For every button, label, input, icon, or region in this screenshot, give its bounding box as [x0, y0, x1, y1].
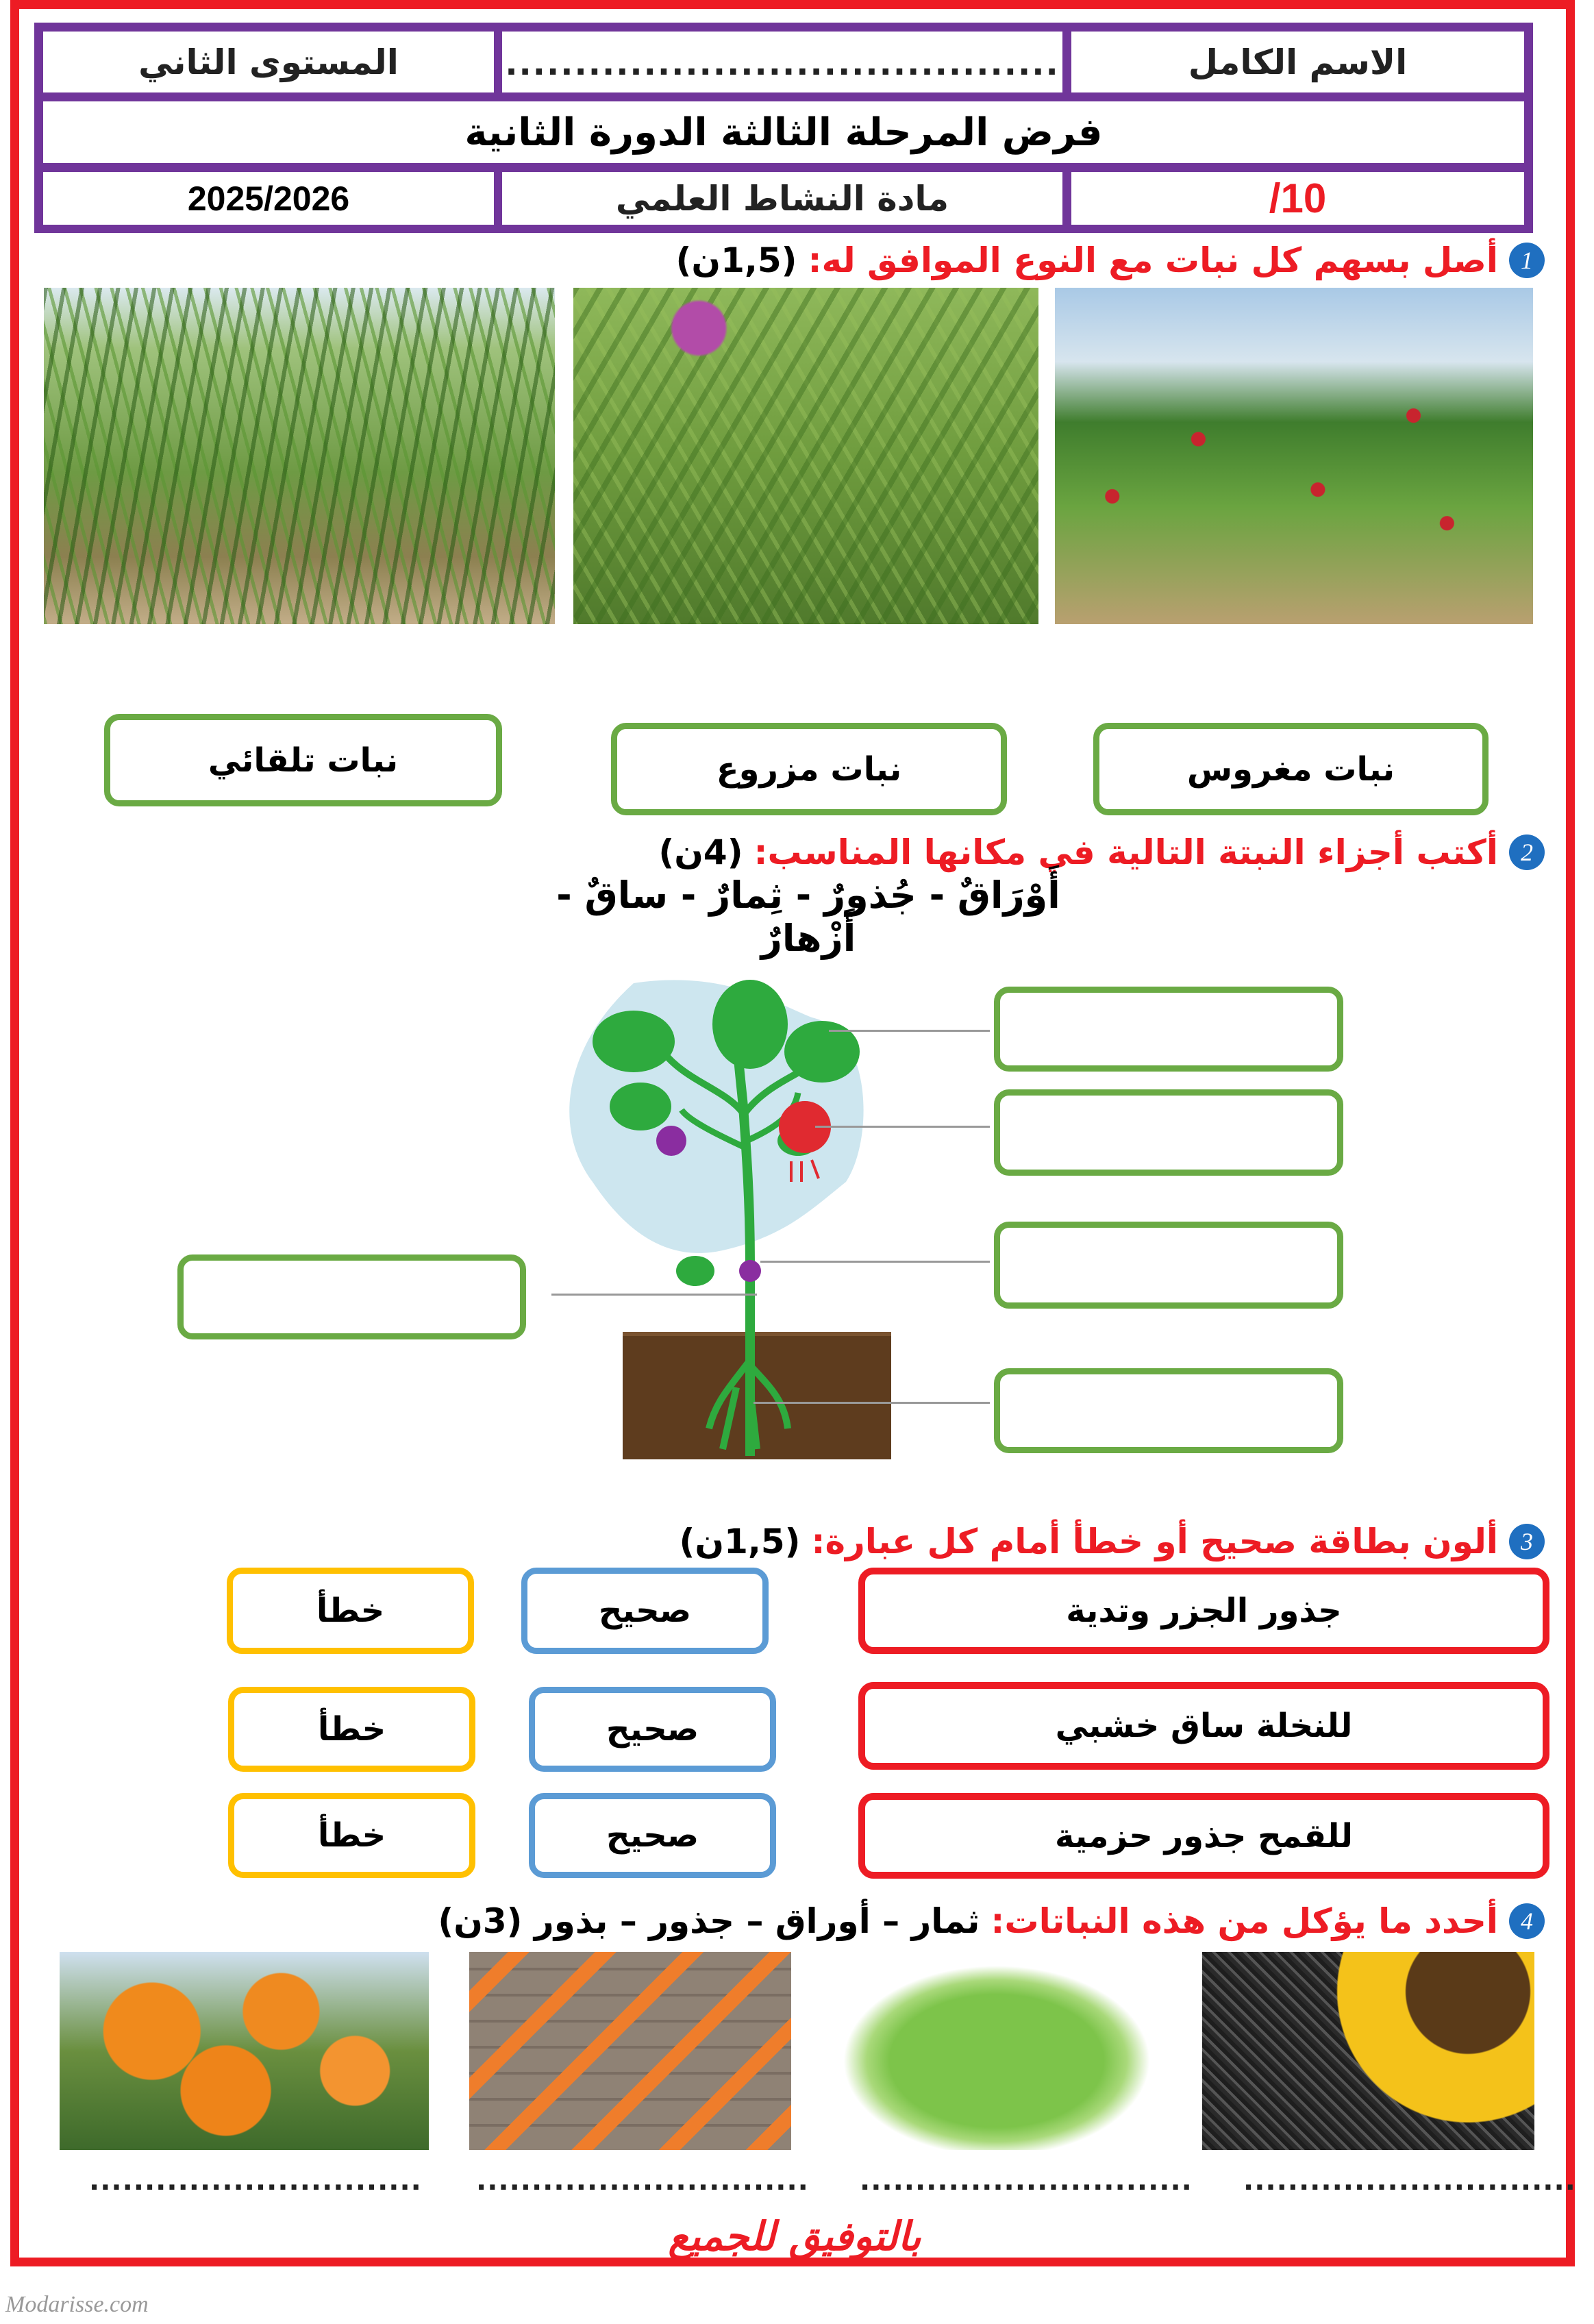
- q2-points: (4ن): [658, 832, 743, 872]
- score-cell: [1071, 172, 1524, 225]
- lettuce-photo: [827, 1952, 1167, 2150]
- answer-box-2[interactable]: [994, 1089, 1343, 1176]
- answer-blank-lettuce[interactable]: ..............................: [860, 2165, 1193, 2197]
- statement-3: [858, 1793, 1549, 1879]
- answer-box-4[interactable]: [994, 1368, 1343, 1453]
- plant-diagram: [551, 976, 980, 1459]
- statement-1-text: جذور الجزر وتدية: [1066, 1592, 1342, 1630]
- false-card-2-label: خطأ: [317, 1710, 386, 1748]
- q2-instruction: أكتب أجزاء النبتة التالية في مكانها المناسب:: [754, 832, 1498, 872]
- leader-line-flower: [760, 1261, 990, 1263]
- q1-instruction: أصل بسهم كل نبات مع النوع الموافق له:: [808, 240, 1498, 280]
- false-card-3[interactable]: [228, 1793, 475, 1878]
- label-planted-box[interactable]: [1093, 723, 1489, 815]
- subject-cell: [502, 172, 1062, 225]
- name-field[interactable]: [502, 32, 1062, 92]
- true-card-1-label: صحيح: [598, 1592, 692, 1630]
- answer-blank-carrots[interactable]: ..............................: [476, 2165, 809, 2197]
- true-card-2-label: صحيح: [606, 1710, 699, 1748]
- exam-title-cell: [43, 101, 1524, 163]
- q3-points: (1,5ن): [679, 1522, 801, 1561]
- statement-3-text: للقمح جذور حزمية: [1054, 1816, 1354, 1855]
- watermark: Modarisse.com: [5, 2292, 149, 2317]
- exam-title: فرض المرحلة الثالثة الدورة الثانية: [464, 110, 1103, 155]
- true-card-1[interactable]: [521, 1568, 769, 1654]
- full-name-label-cell: [1071, 32, 1524, 92]
- q4-heading: [438, 1899, 1545, 1943]
- answer-box-5[interactable]: [177, 1254, 526, 1339]
- q4-options: ثمار – أوراق – جذور – بذور (3ن): [438, 1901, 980, 1941]
- answer-box-3[interactable]: [994, 1222, 1343, 1309]
- label-wild: نبات تلقائي: [208, 741, 399, 780]
- year-cell: [43, 172, 494, 225]
- subject-label: مادة النشاط العلمي: [615, 178, 949, 219]
- q1-number-badge: 1: [1509, 243, 1545, 278]
- q2-number-badge: 2: [1509, 835, 1545, 870]
- leader-line-stem: [551, 1294, 757, 1296]
- q3-instruction: ألون بطاقة صحيح أو خطأ أمام كل عبارة:: [811, 1522, 1498, 1561]
- false-card-1[interactable]: [227, 1568, 474, 1654]
- q1-points: (1,5ن): [675, 240, 797, 280]
- label-planted: نبات مغروس: [1186, 750, 1395, 789]
- corn-field-photo: [44, 288, 555, 624]
- school-year: 2025/2026: [187, 179, 350, 218]
- plant-illustration-icon: [551, 976, 980, 1459]
- q4-number-badge: 4: [1509, 1903, 1545, 1939]
- answer-blank-oranges[interactable]: ..............................: [89, 2165, 422, 2197]
- true-card-3[interactable]: [529, 1793, 776, 1878]
- statement-2: [858, 1682, 1549, 1770]
- sunflower-seeds-photo: [1202, 1952, 1534, 2150]
- true-card-2[interactable]: [529, 1687, 776, 1772]
- answer-box-1[interactable]: [994, 987, 1343, 1072]
- true-card-3-label: صحيح: [606, 1816, 699, 1855]
- answer-blank-sunflower[interactable]: ..............................: [1243, 2165, 1576, 2197]
- label-wild-box[interactable]: [104, 714, 502, 806]
- name-blank[interactable]: ........................................: [505, 45, 1060, 83]
- q3-heading: [680, 1520, 1545, 1563]
- statement-1: [858, 1568, 1549, 1654]
- statement-2-text: للنخلة ساق خشبي: [1055, 1707, 1353, 1745]
- false-card-2[interactable]: [228, 1687, 475, 1772]
- level-label: المستوى الثاني: [138, 42, 399, 82]
- full-name-label: الاسم الكامل: [1188, 42, 1408, 82]
- q3-number-badge: 3: [1509, 1524, 1545, 1559]
- q1-heading: [676, 238, 1545, 282]
- leader-line-roots: [754, 1402, 990, 1404]
- leader-line-fruit: [815, 1126, 990, 1128]
- label-sown: نبات مزروع: [716, 750, 902, 789]
- oranges-photo: [60, 1952, 429, 2150]
- q2-heading: [658, 830, 1545, 874]
- word-bank: أَوْرَاقٌ - جُذورٌ - ثِمارٌ - ساقٌ - أَزْهارٌ: [556, 874, 1060, 960]
- false-card-1-label: خطأ: [316, 1592, 385, 1630]
- level-cell: [43, 32, 494, 92]
- apple-trees-photo: [1055, 288, 1533, 624]
- thistle-photo: [573, 288, 1038, 624]
- leader-line-leaves: [829, 1030, 990, 1032]
- closing-message: بالتوفيق للجميع: [668, 2213, 921, 2260]
- false-card-3-label: خطأ: [317, 1816, 386, 1855]
- score-total: /10: [1269, 175, 1327, 221]
- label-sown-box[interactable]: [611, 723, 1007, 815]
- header-table: [34, 23, 1533, 233]
- carrots-photo: [469, 1952, 791, 2150]
- q4-instruction: أحدد ما يؤكل من هذه النباتات:: [991, 1901, 1498, 1941]
